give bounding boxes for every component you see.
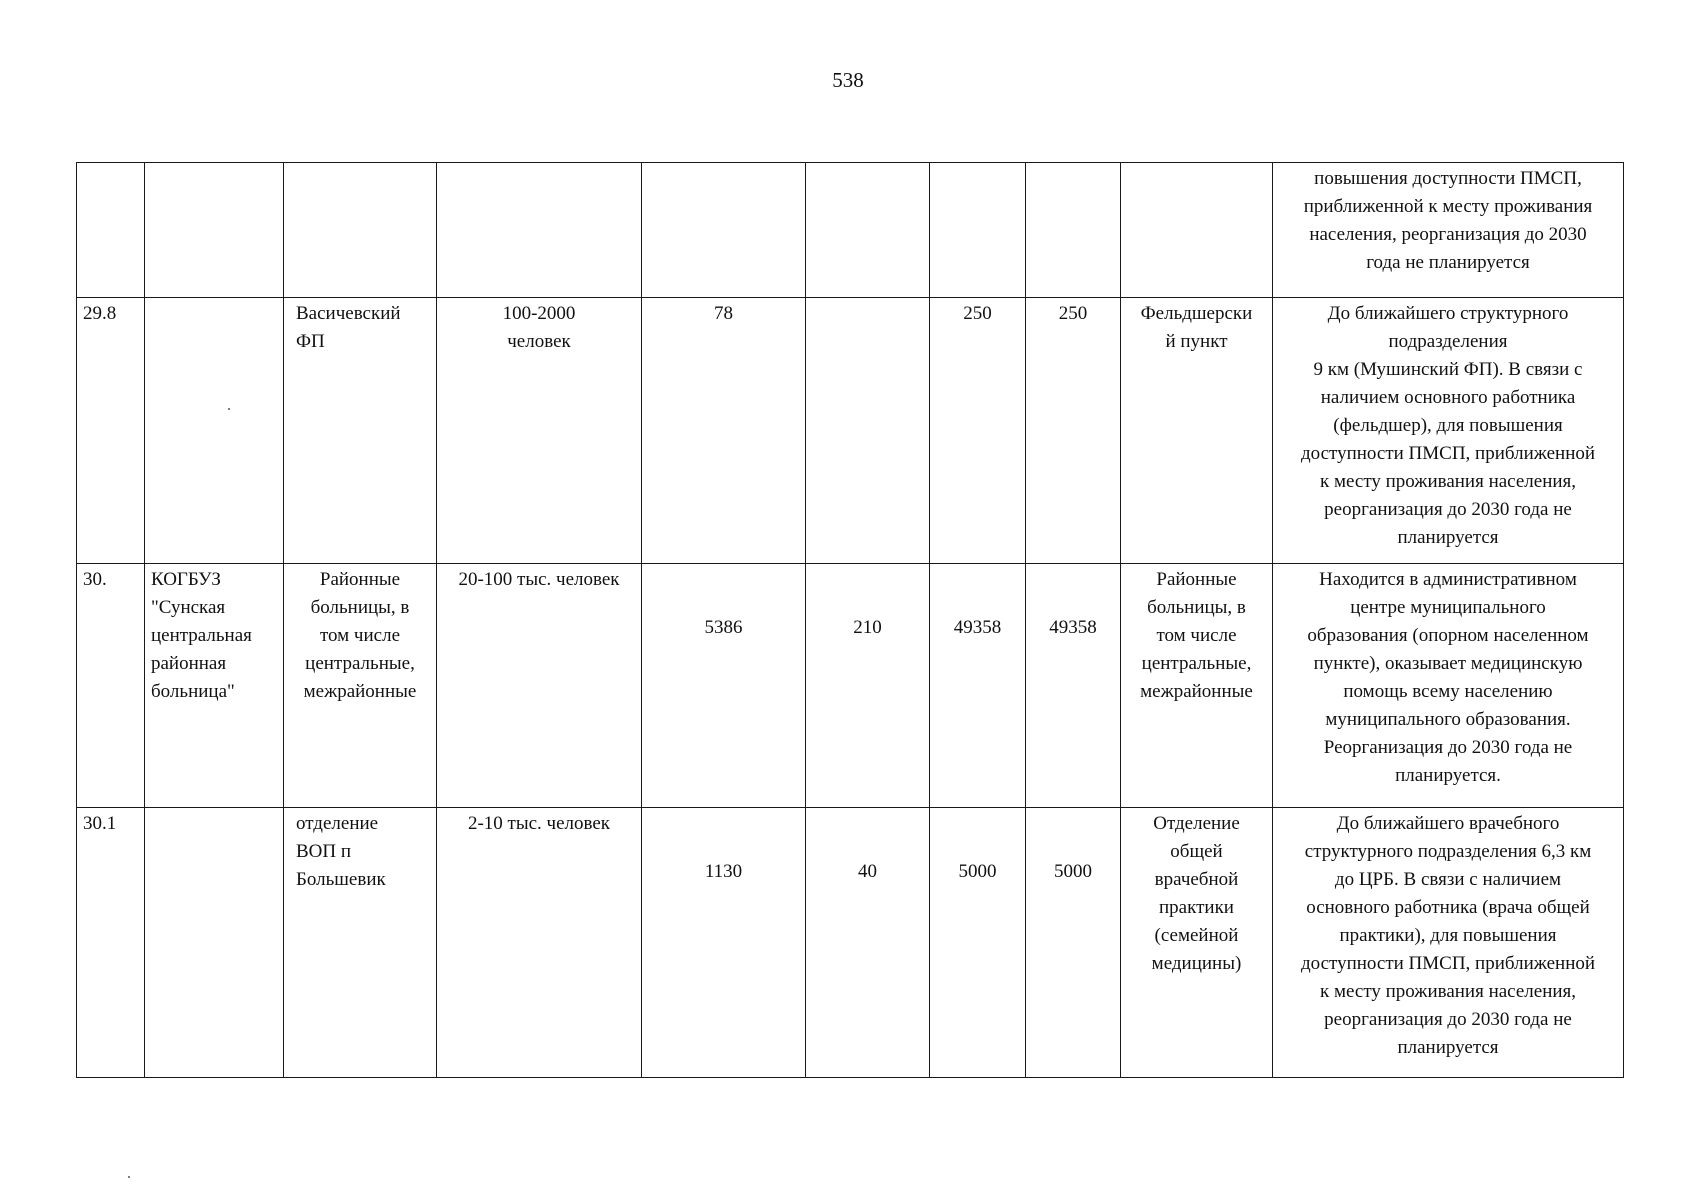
- cell-served: 1130: [642, 808, 806, 1078]
- table-row: [77, 564, 1624, 808]
- cell-visits-fact: [1026, 163, 1121, 298]
- page-number: 538: [832, 68, 864, 92]
- cell-visits-fact: 49358: [1026, 564, 1121, 808]
- cell-beds: 40: [806, 808, 930, 1078]
- cell-served: 78: [642, 298, 806, 564]
- table-row: [77, 808, 1624, 1078]
- cell-name: [284, 163, 437, 298]
- cell-beds: [806, 163, 930, 298]
- cell-note: До ближайшего врачебного структурного подразделения 6,3 км до ЦРБ. В связи с наличием основного работника (врача общей практики), для повышения доступности ПМСП, приближенной к месту проживания населения, реорганизация до 2030 года не планируется: [1273, 808, 1624, 1078]
- cell-no: 30.1: [77, 808, 145, 1078]
- cell-type: [1121, 163, 1273, 298]
- cell-served: [642, 163, 806, 298]
- cell-beds: [806, 298, 930, 564]
- cell-org: [145, 298, 284, 564]
- cell-no: 29.8: [77, 298, 145, 564]
- cell-note: повышения доступности ПМСП, приближенной к месту проживания населения, реорганизация до 2030 года не планируется: [1273, 163, 1624, 298]
- cell-name: отделение ВОП п Большевик: [284, 808, 437, 1078]
- cell-served: 5386: [642, 564, 806, 808]
- cell-beds: 210: [806, 564, 930, 808]
- cell-name: Васичевский ФП: [284, 298, 437, 564]
- cell-org: [145, 163, 284, 298]
- cell-no: 30.: [77, 564, 145, 808]
- cell-type: Фельдшерски й пункт: [1121, 298, 1273, 564]
- cell-no: [77, 163, 145, 298]
- cell-org: [145, 808, 284, 1078]
- cell-note: Находится в административном центре муниципального образования (опорном населенном пункте), оказывает медицинскую помощь всему населению муниципального образования. Реорганизация до 2030 года не планируется.: [1273, 564, 1624, 808]
- cell-name: Районные больницы, в том числе центральные, межрайонные: [284, 564, 437, 808]
- cell-org: КОГБУЗ "Сунская центральная районная больница": [145, 564, 284, 808]
- cell-population: 2-10 тыс. человек: [437, 808, 642, 1078]
- cell-note: До ближайшего структурного подразделения 9 км (Мушинский ФП). В связи с наличием основного работника (фельдшер), для повышения доступности ПМСП, приближенной к месту проживания населения, реорганизация до 2030 года не планируется: [1273, 298, 1624, 564]
- table-row: [77, 298, 1624, 564]
- scan-speck: [228, 408, 230, 410]
- cell-type: Районные больницы, в том числе центральные, межрайонные: [1121, 564, 1273, 808]
- cell-visits-plan: 5000: [930, 808, 1026, 1078]
- cell-visits-plan: [930, 163, 1026, 298]
- cell-visits-fact: 5000: [1026, 808, 1121, 1078]
- cell-visits-plan: 49358: [930, 564, 1026, 808]
- cell-population: [437, 163, 642, 298]
- cell-visits-fact: 250: [1026, 298, 1121, 564]
- facilities-table: [76, 162, 1624, 1078]
- cell-type: Отделение общей врачебной практики (семейной медицины): [1121, 808, 1273, 1078]
- cell-population: 100-2000 человек: [437, 298, 642, 564]
- scan-speck: [128, 1176, 130, 1178]
- cell-visits-plan: 250: [930, 298, 1026, 564]
- cell-population: 20-100 тыс. человек: [437, 564, 642, 808]
- table-row: [77, 163, 1624, 298]
